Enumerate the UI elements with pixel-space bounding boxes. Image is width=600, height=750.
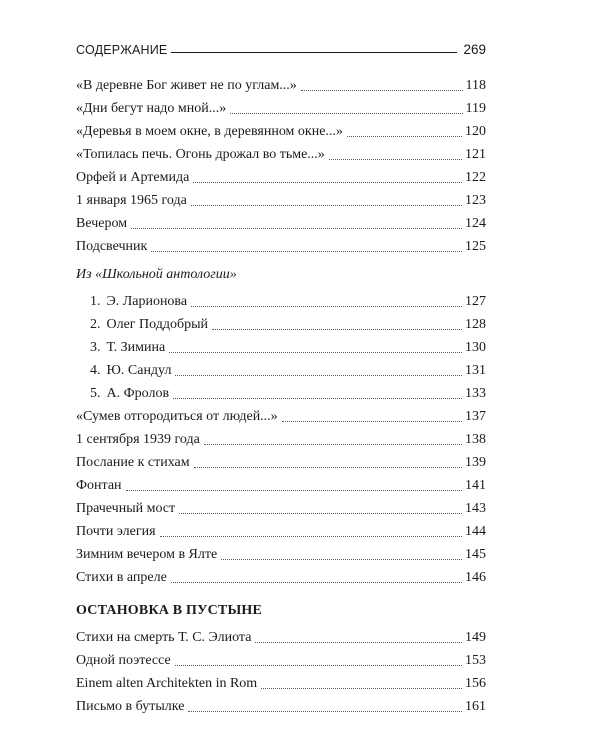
dot-leader: [194, 467, 462, 468]
toc-entry[interactable]: [76, 189, 486, 209]
toc-entry-title: Одной поэтессе: [76, 653, 171, 668]
dot-leader: [230, 113, 462, 114]
toc-entry-page: 120: [465, 124, 486, 139]
toc-entry-page: 137: [465, 409, 486, 424]
toc-entry-title: «Деревья в моем окне, в деревянном окне...»: [76, 124, 343, 139]
toc-entry[interactable]: [76, 405, 486, 425]
toc-entry-page: 118: [465, 78, 486, 93]
toc-entry[interactable]: [76, 143, 486, 163]
toc-entry-page: 153: [465, 653, 486, 668]
toc-subentry[interactable]: [76, 290, 486, 310]
dot-leader: [261, 688, 462, 689]
toc-entry-page: 131: [465, 363, 486, 378]
toc-entry-page: 149: [465, 630, 486, 645]
anthology-heading: Из «Школьной антологии»: [76, 267, 237, 282]
toc-entry-title: «Топилась печь. Огонь дрожал во тьме...»: [76, 147, 325, 162]
toc-entry-title: Прачечный мост: [76, 501, 176, 516]
toc-entry-title: 1 января 1965 года: [76, 193, 187, 208]
running-header-page-number: 269: [463, 42, 486, 57]
toc-entry-page: 127: [465, 294, 486, 309]
toc-entry-title: Стихи в апреле: [76, 570, 167, 585]
toc-entry-title: Послание к стихам: [76, 455, 190, 470]
dot-leader: [282, 421, 462, 422]
toc-entry-page: 138: [465, 432, 486, 447]
toc-subentry[interactable]: [76, 382, 486, 402]
subentry-number: 3.: [90, 340, 101, 355]
toc-entry[interactable]: [76, 497, 486, 517]
toc-entry[interactable]: [76, 166, 486, 186]
toc-entry-page: 161: [465, 699, 486, 714]
dot-leader: [169, 352, 462, 353]
toc-entry[interactable]: [76, 695, 486, 715]
running-header: [76, 37, 486, 57]
toc-entry-page: 122: [465, 170, 486, 185]
toc-entry-page: 121: [465, 147, 486, 162]
toc-entry-title: Вечером: [76, 216, 128, 231]
dot-leader: [221, 559, 462, 560]
dot-leader: [347, 136, 462, 137]
dot-leader: [173, 398, 462, 399]
running-header-title: СОДЕРЖАНИЕ: [76, 43, 168, 57]
subentry-number: 4.: [90, 363, 101, 378]
toc-entry-title: Стихи на смерть Т. С. Элиота: [76, 630, 252, 645]
toc-entry-title: Подсвечник: [76, 239, 148, 254]
toc-entry[interactable]: [76, 212, 486, 232]
dot-leader: [179, 513, 462, 514]
toc-entry-page: 146: [465, 570, 486, 585]
dot-leader: [255, 642, 462, 643]
toc-entry-page: 156: [465, 676, 486, 691]
dot-leader: [175, 665, 462, 666]
toc-entry-page: 128: [465, 317, 486, 332]
dot-leader: [151, 251, 462, 252]
toc-entry[interactable]: [76, 649, 486, 669]
toc-entry-page: 124: [465, 216, 486, 231]
toc-entry[interactable]: [76, 120, 486, 140]
toc-entry[interactable]: [76, 543, 486, 563]
toc-entry-title: Ю. Сандул: [106, 363, 172, 378]
dot-leader: [193, 182, 462, 183]
toc-entry-page: 133: [465, 386, 486, 401]
toc-entry-title: Почти элегия: [76, 524, 156, 539]
subentry-number: 5.: [90, 386, 101, 401]
section-heading: ОСТАНОВКА В ПУСТЫНЕ: [76, 603, 263, 618]
toc-subentry[interactable]: [76, 313, 486, 333]
toc-entry-title: А. Фролов: [106, 386, 170, 401]
toc-entry[interactable]: [76, 672, 486, 692]
toc-entry[interactable]: [76, 626, 486, 646]
toc-subentry[interactable]: [76, 359, 486, 379]
subentry-number: 1.: [90, 294, 101, 309]
dot-leader: [160, 536, 462, 537]
toc-entry-title: Т. Зимина: [106, 340, 166, 355]
toc-entry-page: 144: [465, 524, 486, 539]
dot-leader: [212, 329, 462, 330]
dot-leader: [191, 306, 462, 307]
dot-leader: [329, 159, 462, 160]
dot-leader: [131, 228, 462, 229]
toc-entry-title: «Сумев отгородиться от людей...»: [76, 409, 278, 424]
dot-leader: [171, 582, 462, 583]
toc-entry[interactable]: [76, 97, 486, 117]
toc-entry[interactable]: [76, 235, 486, 255]
toc-entry[interactable]: [76, 74, 486, 94]
toc-entry-page: 125: [465, 239, 486, 254]
dot-leader: [191, 205, 462, 206]
toc-entry[interactable]: [76, 566, 486, 586]
subentry-number: 2.: [90, 317, 101, 332]
dot-leader: [126, 490, 462, 491]
toc-entry-title: «В деревне Бог живет не по углам...»: [76, 78, 297, 93]
toc-entry-title: Зимним вечером в Ялте: [76, 547, 218, 562]
toc-entry-title: Einem alten Architekten in Rom: [76, 676, 258, 691]
toc-entry-page: 143: [465, 501, 486, 516]
dot-leader: [204, 444, 462, 445]
toc-entry-page: 145: [465, 547, 486, 562]
header-rule: [171, 52, 457, 53]
toc-entry-page: 141: [465, 478, 486, 493]
toc-entry-title: Олег Поддобрый: [106, 317, 209, 332]
toc-entry-page: 119: [465, 101, 486, 116]
toc-entry-page: 139: [465, 455, 486, 470]
toc-entry[interactable]: [76, 474, 486, 494]
toc-entry-title: Письмо в бутылке: [76, 699, 185, 714]
toc-entry-title: Орфей и Артемида: [76, 170, 190, 185]
toc-subentry[interactable]: [76, 336, 486, 356]
dot-leader: [188, 711, 462, 712]
toc-entry-title: Фонтан: [76, 478, 122, 493]
toc-entry-title: «Дни бегут надо мной...»: [76, 101, 227, 116]
dot-leader: [175, 375, 462, 376]
toc-entry[interactable]: [76, 520, 486, 540]
toc-entry-page: 123: [465, 193, 486, 208]
toc-entry[interactable]: [76, 428, 486, 448]
toc-entry-page: 130: [465, 340, 486, 355]
toc-entry-title: 1 сентября 1939 года: [76, 432, 200, 447]
dot-leader: [301, 90, 463, 91]
toc-entry[interactable]: [76, 451, 486, 471]
toc-entry-title: Э. Ларионова: [106, 294, 188, 309]
